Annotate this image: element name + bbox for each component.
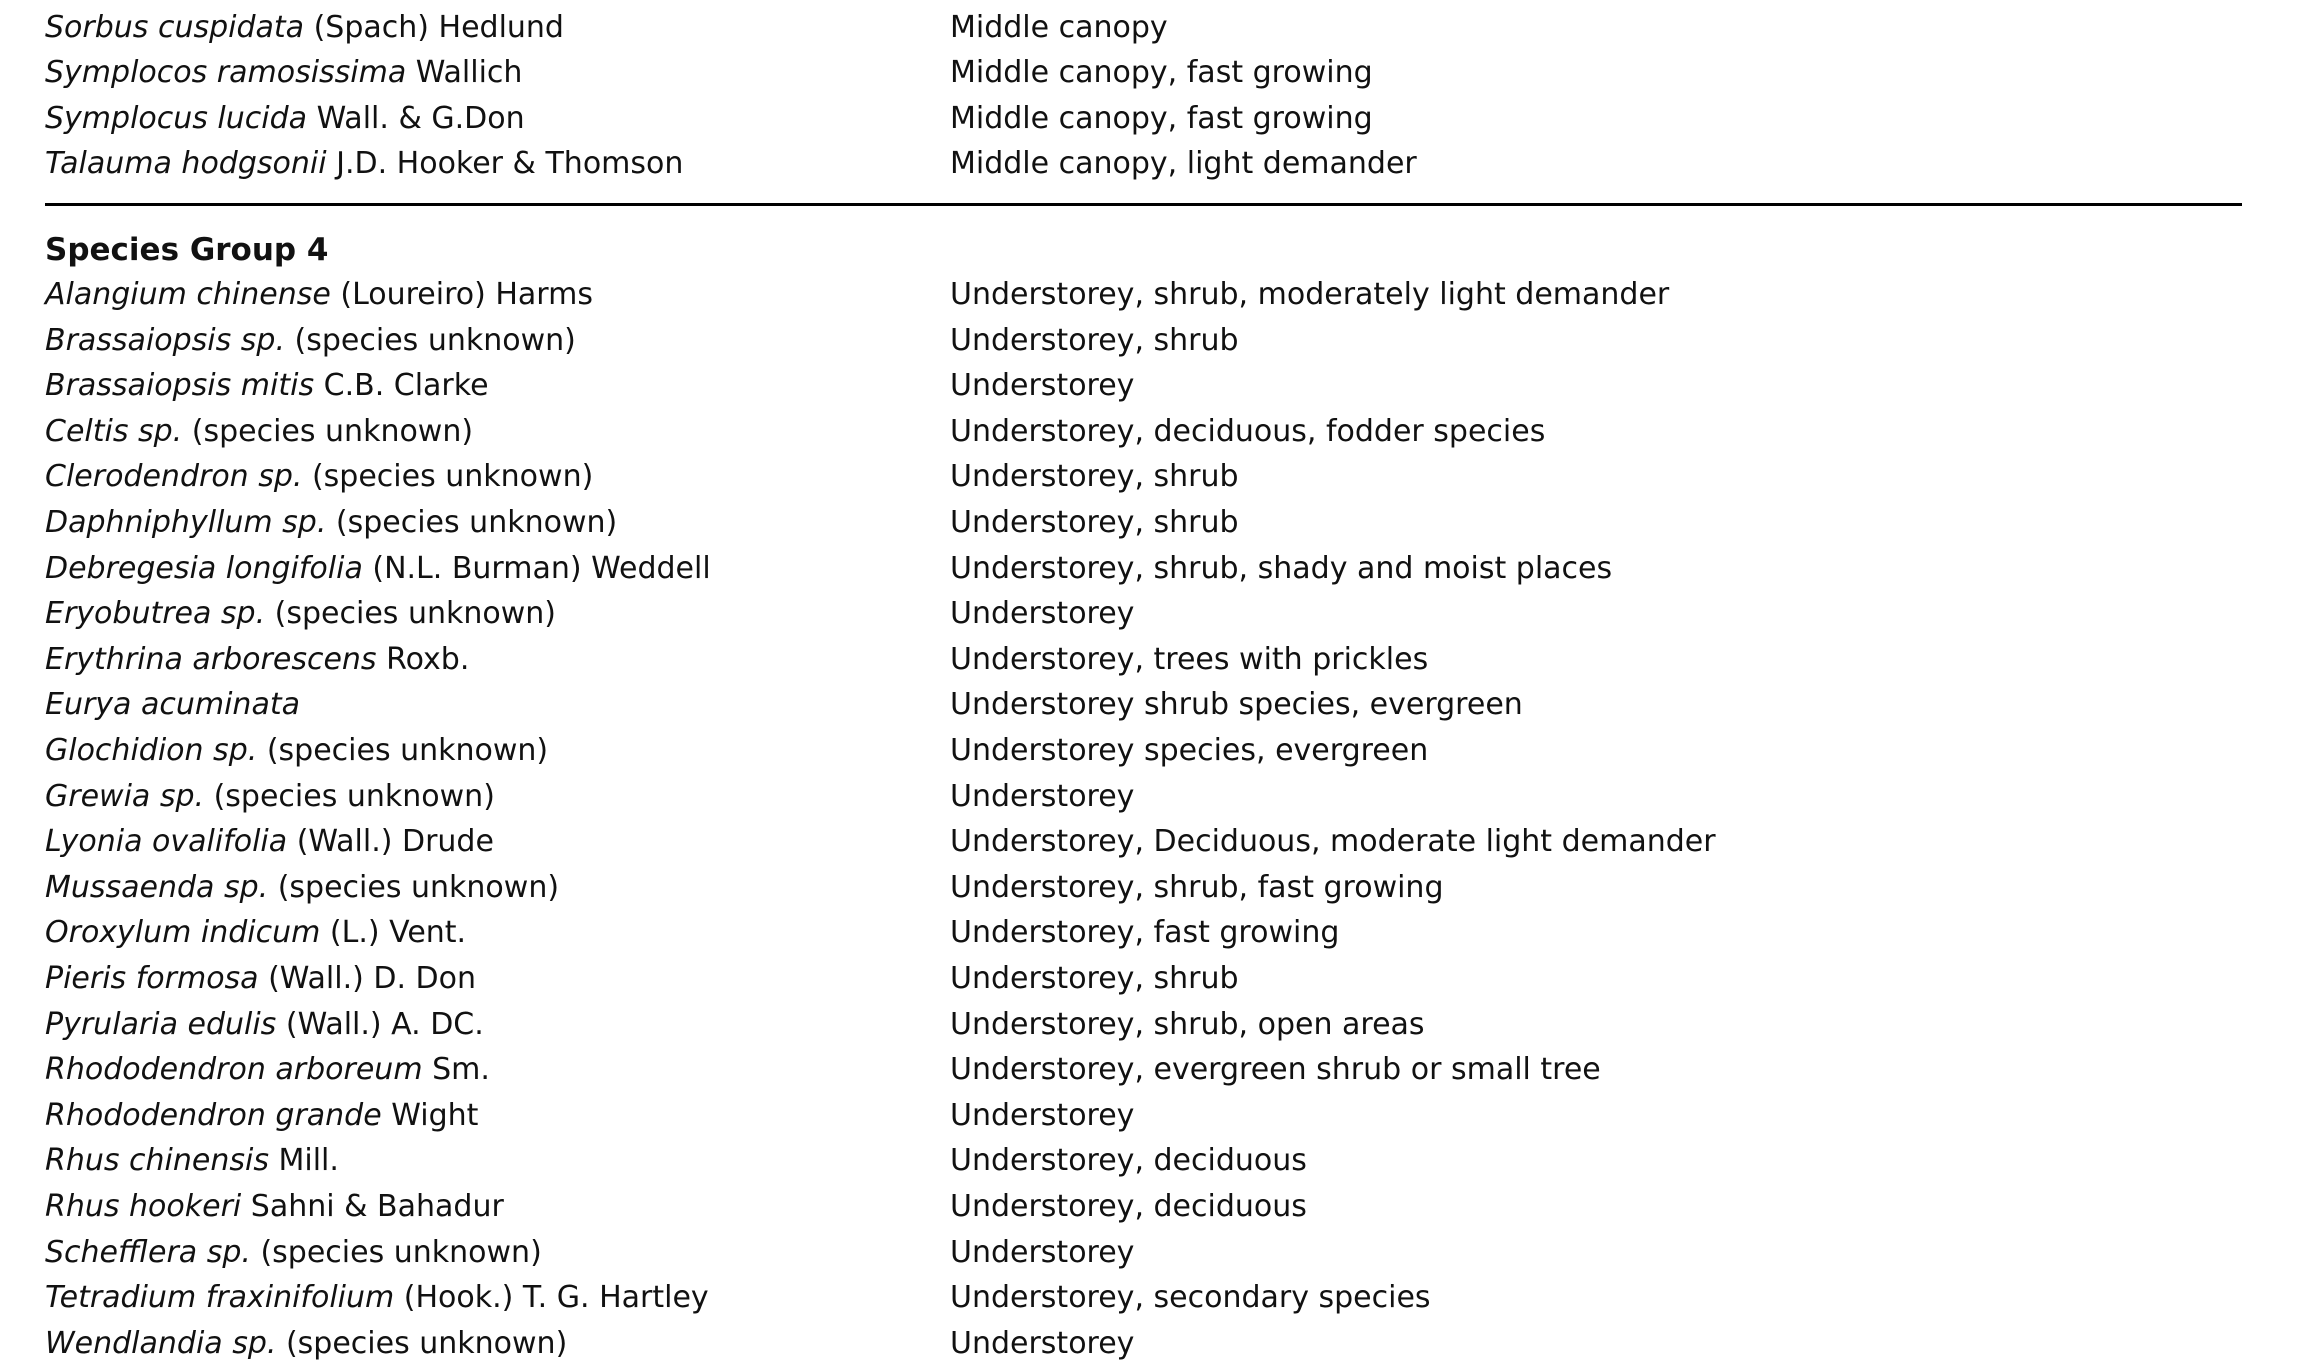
table-row	[0, 1184, 2315, 1230]
group-heading: Species Group 4	[45, 232, 329, 268]
species-description: Understorey, deciduous	[950, 1143, 1307, 1179]
table-row	[0, 318, 2315, 364]
species-name: Oroxylum indicum (L.) Vent.	[45, 915, 467, 951]
species-name: Symplocos ramosissima Wallich	[45, 55, 523, 90]
species-description: Understorey, fast growing	[950, 915, 1340, 951]
species-name: Alangium chinense (Loureiro) Harms	[45, 277, 593, 312]
species-name: Tetradium fraxinifolium (Hook.) T. G. Hartley	[45, 1280, 709, 1316]
species-name: Debregesia longifolia (N.L. Burman) Weddell	[45, 550, 711, 586]
species-description: Understorey	[950, 778, 1135, 814]
species-description: Understorey, deciduous	[950, 1189, 1307, 1224]
species-description: Understorey, evergreen shrub or small tree	[950, 1052, 1601, 1088]
species-description: Understorey	[950, 368, 1135, 404]
species-name: Pyrularia edulis (Wall.) A. DC.	[45, 1006, 484, 1042]
table-row	[0, 956, 2315, 1002]
species-name: Schefflera sp. (species unknown)	[45, 1234, 542, 1270]
species-name: Erythrina arborescens Roxb.	[45, 641, 470, 677]
species-name: Daphniphyllum sp. (species unknown)	[45, 505, 618, 540]
species-description: Understorey, shrub, fast growing	[950, 869, 1444, 905]
table-row	[0, 141, 2315, 187]
species-name: Pieris formosa (Wall.) D. Don	[45, 961, 477, 996]
species-description: Understorey, shrub	[950, 322, 1239, 358]
species-description: Middle canopy	[950, 10, 1168, 45]
table-row	[0, 409, 2315, 455]
species-description: Understorey	[950, 596, 1135, 632]
species-description: Understorey shrub species, evergreen	[950, 687, 1523, 723]
table-row	[0, 682, 2315, 728]
table-row	[0, 728, 2315, 774]
species-description: Middle canopy, fast growing	[950, 101, 1373, 136]
species-description: Middle canopy, fast growing	[950, 55, 1373, 90]
species-description: Understorey	[950, 1234, 1135, 1270]
species-name: Sorbus cuspidata (Spach) Hedlund	[45, 10, 564, 45]
species-description: Understorey, shrub	[950, 961, 1239, 996]
table-row	[0, 50, 2315, 96]
species-name: Grewia sp. (species unknown)	[45, 778, 495, 814]
species-description: Understorey, shrub	[950, 505, 1239, 540]
table-row	[0, 500, 2315, 546]
species-name: Rhododendron arboreum Sm.	[45, 1052, 490, 1088]
table-row	[0, 546, 2315, 592]
table-row	[0, 1093, 2315, 1139]
table-row	[0, 1138, 2315, 1184]
table-row	[0, 454, 2315, 500]
table-row	[0, 272, 2315, 318]
species-name: Eryobutrea sp. (species unknown)	[45, 596, 556, 632]
species-description: Understorey, shrub, open areas	[950, 1006, 1425, 1042]
species-description: Understorey, trees with prickles	[950, 641, 1429, 677]
species-description: Understorey, shrub, moderately light demander	[950, 277, 1670, 312]
species-name: Rhus chinensis Mill.	[45, 1143, 339, 1179]
species-name: Wendlandia sp. (species unknown)	[45, 1325, 568, 1361]
table-row	[0, 1230, 2315, 1276]
table-row	[0, 591, 2315, 637]
table-row	[0, 1047, 2315, 1093]
table-row	[0, 1275, 2315, 1321]
species-description: Understorey	[950, 1325, 1135, 1361]
species-description: Understorey, shrub	[950, 459, 1239, 495]
species-name: Eurya acuminata	[45, 687, 300, 723]
species-name: Clerodendron sp. (species unknown)	[45, 459, 594, 495]
group-divider	[45, 203, 2242, 206]
species-description: Understorey, secondary species	[950, 1280, 1431, 1316]
species-description: Understorey, Deciduous, moderate light demander	[950, 824, 1716, 860]
table-row	[0, 910, 2315, 956]
table-row	[0, 363, 2315, 409]
species-description: Understorey	[950, 1097, 1135, 1133]
species-name: Mussaenda sp. (species unknown)	[45, 869, 560, 905]
table-row	[0, 637, 2315, 683]
table-row	[0, 96, 2315, 142]
species-description: Understorey, deciduous, fodder species	[950, 413, 1546, 449]
table-row	[0, 5, 2315, 51]
table-row	[0, 1002, 2315, 1048]
species-name: Lyonia ovalifolia (Wall.) Drude	[45, 824, 494, 860]
table-row	[0, 774, 2315, 820]
species-name: Rhus hookeri Sahni & Bahadur	[45, 1189, 504, 1224]
species-name: Symplocus lucida Wall. & G.Don	[45, 101, 525, 136]
species-name: Celtis sp. (species unknown)	[45, 413, 474, 449]
table-row	[0, 1321, 2315, 1367]
species-name: Brassaiopsis mitis C.B. Clarke	[45, 368, 489, 404]
species-name: Rhododendron grande Wight	[45, 1097, 479, 1133]
species-description: Understorey species, evergreen	[950, 733, 1429, 768]
species-name: Talauma hodgsonii J.D. Hooker & Thomson	[45, 146, 684, 181]
species-description: Understorey, shrub, shady and moist places	[950, 550, 1613, 586]
species-name: Glochidion sp. (species unknown)	[45, 733, 549, 768]
species-name: Brassaiopsis sp. (species unknown)	[45, 322, 576, 358]
table-row	[0, 819, 2315, 865]
table-row	[0, 865, 2315, 911]
species-description: Middle canopy, light demander	[950, 146, 1417, 181]
